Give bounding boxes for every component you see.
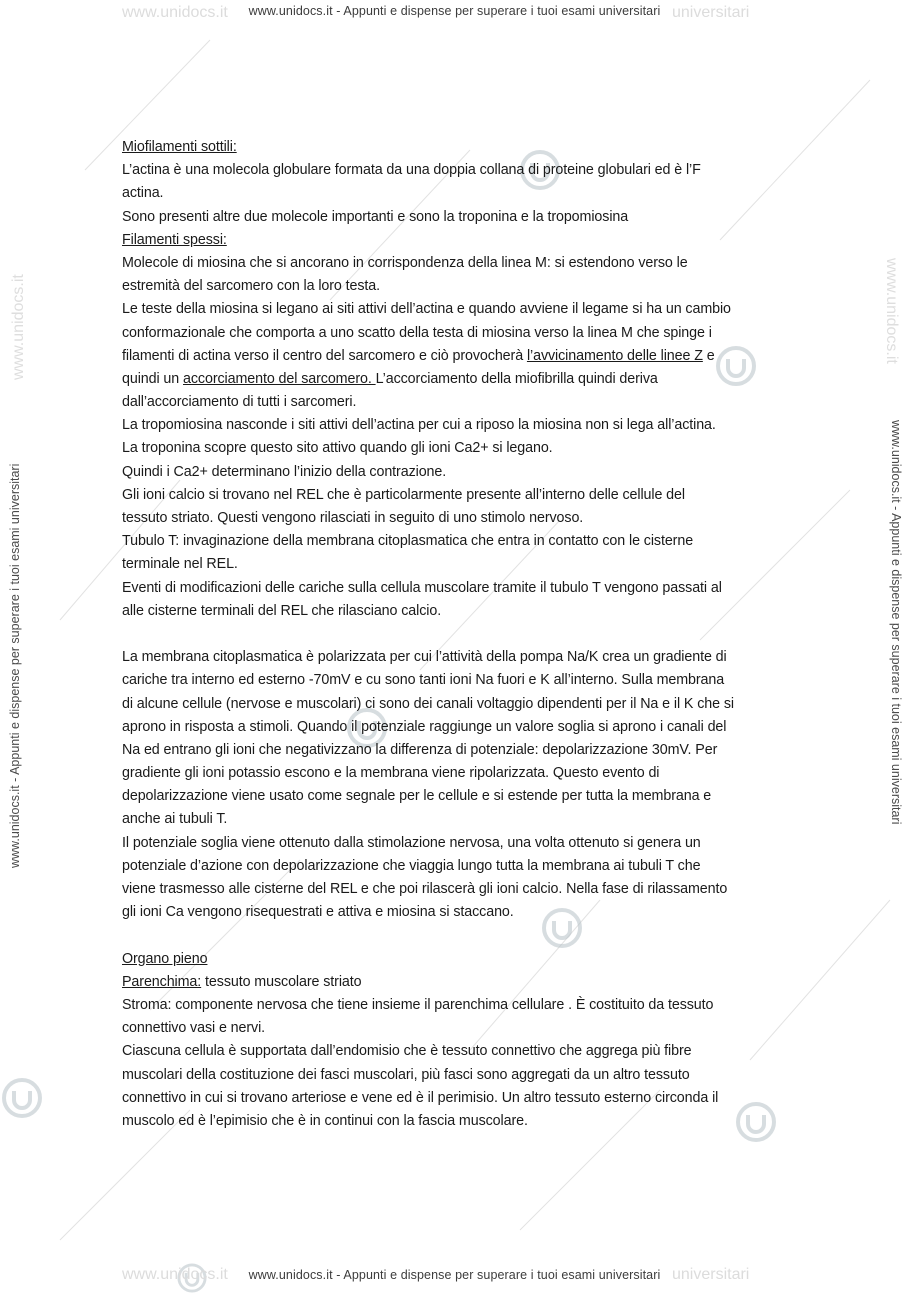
text-line: terminale nel REL.	[122, 556, 238, 573]
paragraph-gap	[122, 623, 798, 646]
text-line: Tubulo T: invaginazione della membrana citoplasmatica che entra in contatto con le cisterne	[122, 533, 694, 550]
section-heading: Miofilamenti sottili:	[122, 139, 237, 155]
text-line: viene trasmesso alle cisterne del REL e che poi rilascerà gli ioni calcio. Nella fase di rilassamento	[122, 881, 728, 897]
text-line: Molecole di miosina che si ancorano in corrispondenza della linea M: si estendono verso le	[122, 254, 688, 271]
text-line: aprono in risposta a stimoli. Quando il potenziale raggiunge un valore soglia si aprono i canali del	[122, 718, 727, 735]
underlined-term: l’avvicinamento delle linee Z	[526, 347, 703, 364]
text-segment: tessuto muscolare striato	[201, 973, 362, 990]
text-line: alle cisterne terminali del REL che rilasciano calcio.	[122, 602, 442, 619]
text-line: L’actina è una molecola globulare formata da una doppia collana di proteine globulari ed è l’F	[122, 162, 701, 179]
ghost-watermark-text: universitari	[672, 1266, 750, 1283]
text-line: Eventi di modificazioni delle cariche sulla cellula muscolare tramite il tubulo T vengono passati al	[122, 579, 722, 596]
text-line: connettivo in cui si trovano arteriose e vene ed è il perimisio. Un altro tessuto esterno circonda il	[122, 1089, 719, 1106]
text-line: Na ed entrano gli ioni che negativizzano la differenza di potenziale: depolarizzazione 30mV. Per	[122, 741, 718, 758]
text-line: La troponina scopre questo sito attivo quando gli ioni Ca2+ si legano.	[122, 440, 553, 457]
text-line: di alcune cellule (nervose e muscolari) ci sono dei canali voltaggio dipendenti per il Na e il K che si	[122, 695, 734, 712]
text-line: Quindi i Ca2+ determinano l’inizio della contrazione.	[122, 463, 447, 480]
underlined-term: accorciamento del sarcomero.	[183, 370, 376, 387]
document-body	[122, 136, 798, 1133]
paragraph-gap	[122, 924, 798, 947]
text-line: Gli ioni calcio si trovano nel REL che è particolarmente presente all’interno delle cellule del	[122, 486, 685, 503]
section-heading: Filamenti spessi:	[122, 231, 227, 248]
text-line: La tropomiosina nasconde i siti attivi dell’actina per cui a riposo la miosina non si lega all’actina.	[122, 417, 716, 434]
text-line: dall’accorciamento di tutti i sarcomeri.	[122, 394, 357, 411]
text-segment: e	[702, 347, 715, 364]
text-line: muscolari della costituzione dei fasci muscolari, più fasci sono aggregati da un altro tessuto	[122, 1066, 690, 1083]
text-line: estremità del sarcomero con la loro testa.	[122, 278, 381, 295]
text-line	[122, 345, 798, 368]
bottom-watermark-banner[interactable]: www.unidocs.it - Appunti e dispense per superare i tuoi esami universitari	[248, 1268, 661, 1282]
text-line: potenziale d’azione con depolarizzazione che viaggia lungo tutta la membrana ai tubuli T che	[122, 857, 701, 874]
ghost-watermark-text: www.unidocs.it	[122, 4, 228, 21]
text-line: Il potenziale soglia viene ottenuto dalla stimolazione nervosa, una volta ottenuto si genera un	[122, 834, 701, 851]
text-segment: filamenti di actina verso il centro del sarcomero e ciò provocherà	[122, 347, 527, 364]
text-line: connettivo vasi e nervi.	[122, 1020, 266, 1037]
section-heading: Organo pieno	[122, 950, 208, 967]
right-vertical-watermark: www.unidocs.it - Appunti e dispense per superare i tuoi esami universitari	[889, 420, 903, 825]
unidocs-logo-icon	[0, 1076, 44, 1120]
left-vertical-watermark: www.unidocs.it - Appunti e dispense per superare i tuoi esami universitari	[8, 463, 22, 868]
text-line: depolarizzazione viene usato come segnale per le cellule e si estende per tutta la membrana e	[122, 788, 712, 805]
ghost-watermark-text: www.unidocs.it	[883, 258, 900, 364]
text-line: muscolo ed è l’epimisio che è in continui con la fascia muscolare.	[122, 1112, 528, 1129]
text-line: Ciascuna cellula è supportata dall’endomisio che è tessuto connettivo che aggrega più fibre	[122, 1043, 692, 1060]
text-line: anche ai tubuli T.	[122, 811, 228, 828]
text-line: gli ioni Ca vengono risequestrati e attiva e miosina si staccano.	[122, 904, 514, 921]
ghost-watermark-text: www.unidocs.it	[122, 1266, 228, 1283]
text-line	[122, 971, 798, 994]
top-watermark-banner[interactable]: www.unidocs.it - Appunti e dispense per superare i tuoi esami universitari	[248, 4, 661, 18]
text-segment: L’accorciamento della miofibrilla quindi deriva	[375, 370, 658, 387]
text-line: Le teste della miosina si legano ai siti attivi dell’actina e quando avviene il legame si ha un cambio	[122, 301, 731, 318]
text-line: gradiente gli ioni potassio escono e la membrana viene ripolarizzata. Questo evento di	[122, 765, 660, 782]
ghost-watermark-text: universitari	[672, 4, 750, 21]
text-line: cariche tra interno ed esterno -70mV e cu sono tanti ioni Na fuori e K all’interno. Sulla membrana	[122, 672, 725, 689]
text-line: conformazionale che comporta a uno scatto della testa di miosina verso la linea M che spinge i	[122, 324, 712, 341]
text-line: Stroma: componente nervosa che tiene insieme il parenchima cellulare . È costituito da tessuto	[122, 996, 714, 1013]
ghost-watermark-text: www.unidocs.it	[10, 274, 27, 380]
text-line: tessuto striato. Questi vengono rilasciati in seguito di uno stimolo nervoso.	[122, 510, 584, 526]
underlined-term: Parenchima:	[122, 973, 202, 990]
text-line: Sono presenti altre due molecole importanti e sono la troponina e la tropomiosina	[122, 208, 629, 225]
text-segment: quindi un	[122, 370, 184, 387]
text-line: actina.	[122, 185, 164, 202]
text-line	[122, 368, 798, 391]
text-line: La membrana citoplasmatica è polarizzata per cui l’attività della pompa Na/K crea un gradiente di	[122, 649, 727, 666]
